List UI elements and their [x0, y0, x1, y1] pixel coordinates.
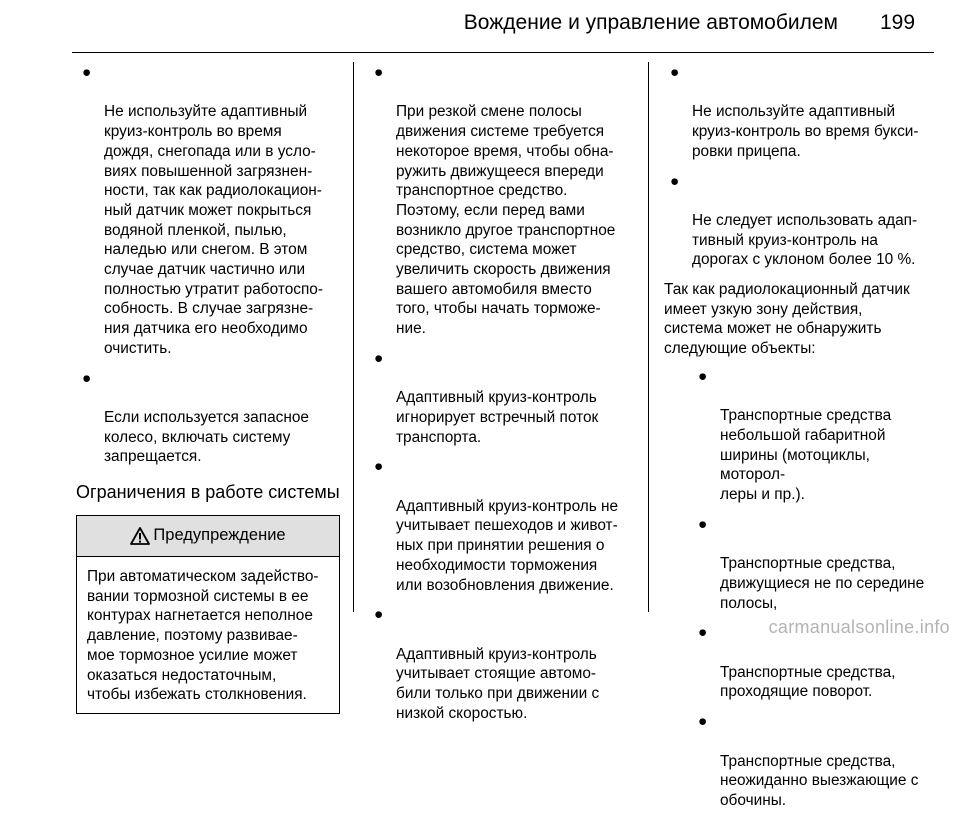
warning-title: Предупреждение — [153, 526, 286, 545]
list-item-text: Адаптивный круиз-контроль учитывает стоящие автомо- били только при движении с низкой скоростью. — [396, 645, 600, 722]
header-rule — [72, 52, 934, 53]
warning-triangle-icon — [130, 527, 150, 545]
column-3 — [664, 63, 932, 821]
list-item-text: Не следует использовать адап- тивный круиз-контроль на дорогах с уклоном более 10 %. — [692, 211, 918, 269]
bullet-icon: ● — [698, 367, 708, 385]
list-item — [368, 457, 636, 595]
list-item-text: Транспортные средства, движущиеся не по середине полосы, — [720, 555, 925, 612]
list-item-text: Адаптивный круиз-контроль не учитывает пешеходов и живот- ных при принятии решения о необходимости торможения или возобновления движение. — [396, 497, 619, 594]
list-item-text: Транспортные средства, проходящие поворот. — [720, 663, 896, 701]
bullet-icon: ● — [670, 172, 680, 190]
warning-box — [76, 515, 340, 714]
list-item-text: Не используйте адаптивный круиз-контроль во время букси- ровки прицепа. — [692, 103, 919, 160]
list-item-text: Если используется запасное колесо, включать систему запрещается. — [104, 408, 309, 466]
bullet-icon: ● — [374, 349, 384, 367]
list-item — [664, 515, 932, 614]
list-item — [664, 367, 932, 505]
list-item — [368, 349, 636, 448]
paragraph: Так как радиолокационный датчик имеет узкую зону действия, система может не обнаружить следующие объекты: — [664, 281, 910, 358]
bullet-icon: ● — [698, 713, 708, 731]
bullet-icon: ● — [82, 369, 92, 387]
bullet-icon: ● — [670, 64, 680, 81]
warning-body: При автоматическом задейство- вании тормозной системы в ее контурах нагнетается неполное давление, поэтому развивае- мое тормозное усилие может оказаться недостаточным, чтобы избежать столкновения. — [87, 568, 319, 704]
list-item-text: Адаптивный круиз-контроль игнорирует встречный поток транспорта. — [396, 389, 599, 446]
column-1 — [76, 63, 342, 714]
list-item — [76, 63, 342, 359]
list-item — [368, 605, 636, 723]
section-heading: Ограничения в работе системы — [76, 482, 340, 503]
nested-list — [664, 367, 932, 811]
list-item-text: Не используйте адаптивный круиз-контроль во время дождя, снегопада или в усло- виях повышенной загрязнен- ности, так как радиолокацион- ный датчик может покрыться водяной пленкой, пылью, наледью или снегом. В этом случае датчик частично или полностью утратит работоспо- собность. В случае загрязне- ния датчика его необходимо очистить. — [104, 103, 323, 357]
bullet-icon: ● — [374, 64, 384, 81]
column-divider-1 — [353, 62, 354, 612]
bullet-icon: ● — [374, 606, 384, 624]
column-divider-2 — [648, 62, 649, 612]
bullet-icon: ● — [698, 624, 708, 642]
page-title: Вождение и управление автомобилем — [463, 11, 838, 34]
page-number: 199 — [880, 11, 916, 34]
bullet-icon: ● — [82, 64, 92, 81]
list-item-text: Транспортные средства, неожиданно выезжающие с обочины. — [720, 752, 919, 809]
column-2 — [368, 63, 636, 734]
warning-header — [77, 516, 339, 557]
list-item — [664, 172, 932, 271]
list-item — [664, 63, 932, 162]
list-item — [76, 369, 342, 468]
bullet-icon: ● — [698, 515, 708, 533]
bullet-icon: ● — [374, 458, 384, 476]
list-item-text: Транспортные средства небольшой габаритной ширины (мотоциклы, моторол- леры и пр.). — [720, 407, 892, 504]
list-item-text: При резкой смене полосы движения системе требуется некоторое время, чтобы обна- ружить движущееся впереди транспортное средство. Поэтому, если перед вами возникло другое транспортное средство, система может увеличить скорость движения вашего автомобиля вместо того, чтобы начать торможе- ние. — [396, 103, 616, 338]
watermark: carmanualsonline.info — [768, 617, 950, 637]
list-item — [368, 63, 636, 339]
list-item — [664, 712, 932, 811]
